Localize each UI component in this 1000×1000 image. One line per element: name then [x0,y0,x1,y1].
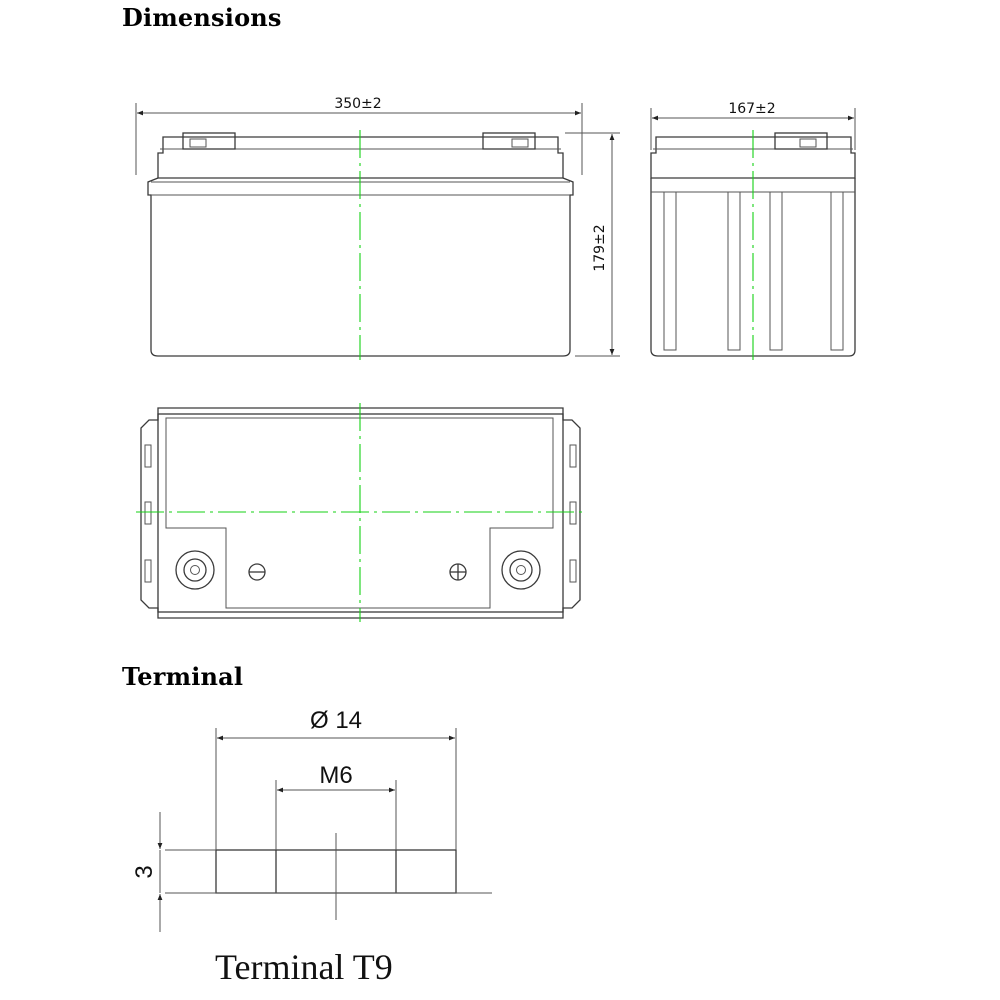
front-view [136,96,620,360]
terminal-diameter-label: Ø 14 [309,707,363,734]
front-height-dimension [565,133,620,356]
front-width-label: 350±2 [334,96,382,112]
side-view-outline [651,133,855,356]
dimensions-heading: Dimensions [122,3,282,32]
terminal-heading: Terminal [122,662,244,691]
terminal-height-label: 3 [131,865,158,879]
positive-terminal [502,551,540,589]
side-width-label: 167±2 [728,101,776,117]
side-view [651,101,855,360]
front-width-dimension [136,96,582,175]
top-view [136,403,585,622]
terminal-thread-label: M6 [319,762,353,789]
terminal-caption: Terminal T9 [215,947,393,987]
front-height-label: 179±2 [592,224,608,272]
terminal-height-dimension [131,812,160,932]
terminal-detail [131,707,492,932]
plus-symbol-icon [450,564,466,580]
minus-symbol-icon [249,564,265,580]
front-view-outline [148,133,573,356]
negative-terminal [176,551,214,589]
